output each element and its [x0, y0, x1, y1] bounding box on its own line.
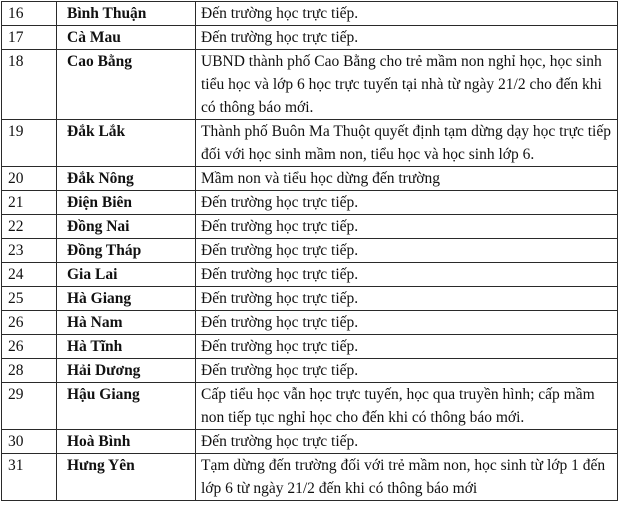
table-row: [2, 215, 618, 239]
school-status-cell: Đến trường học trực tiếp.: [196, 359, 618, 383]
school-status-cell: Thành phố Buôn Ma Thuột quyết định tạm dừng dạy học trực tiếp đối với học sinh mầm non, tiểu học và học sinh lớp 6.: [196, 120, 618, 167]
row-number-cell: 17: [2, 26, 57, 50]
province-name-cell: Hoà Bình: [57, 430, 196, 454]
province-school-status-table: [1, 1, 618, 501]
school-status-cell: Tạm dừng đến trường đối với trẻ mầm non, học sinh từ lớp 1 đến lớp 6 từ ngày 21/2 đến khi có thông báo mới: [196, 454, 618, 501]
row-number-cell: 30: [2, 430, 57, 454]
province-name-cell: Đồng Tháp: [57, 239, 196, 263]
province-name-cell: Hậu Giang: [57, 383, 196, 430]
school-status-cell: UBND thành phố Cao Bằng cho trẻ mầm non nghỉ học, học sinh tiểu học và lớp 6 học trực tuyến tại nhà từ ngày 21/2 cho đến khi có thông báo mới.: [196, 50, 618, 120]
province-name-cell: Gia Lai: [57, 263, 196, 287]
province-name-cell: Đắk Nông: [57, 167, 196, 191]
row-number-cell: 21: [2, 191, 57, 215]
table-row: [2, 454, 618, 501]
table-row: [2, 120, 618, 167]
school-status-cell: Cấp tiểu học vẫn học trực tuyến, học qua truyền hình; cấp mầm non tiếp tục nghỉ học cho đến khi có thông báo mới.: [196, 383, 618, 430]
row-number-cell: 29: [2, 383, 57, 430]
province-name-cell: Cà Mau: [57, 26, 196, 50]
province-name-cell: Bình Thuận: [57, 2, 196, 26]
school-status-cell: Đến trường học trực tiếp.: [196, 311, 618, 335]
province-name-cell: Hà Giang: [57, 287, 196, 311]
table-body: [2, 2, 618, 501]
table-row: [2, 359, 618, 383]
row-number-cell: 20: [2, 167, 57, 191]
row-number-cell: 19: [2, 120, 57, 167]
province-name-cell: Hải Dương: [57, 359, 196, 383]
school-status-cell: Đến trường học trực tiếp.: [196, 430, 618, 454]
school-status-cell: Đến trường học trực tiếp.: [196, 239, 618, 263]
table-row: [2, 383, 618, 430]
table-row: [2, 239, 618, 263]
row-number-cell: 28: [2, 359, 57, 383]
table-row: [2, 430, 618, 454]
school-status-cell: Đến trường học trực tiếp.: [196, 287, 618, 311]
school-status-cell: Đến trường học trực tiếp.: [196, 26, 618, 50]
table-row: [2, 191, 618, 215]
province-name-cell: Điện Biên: [57, 191, 196, 215]
table-row: [2, 287, 618, 311]
table-row: [2, 167, 618, 191]
row-number-cell: 22: [2, 215, 57, 239]
province-name-cell: Hưng Yên: [57, 454, 196, 501]
row-number-cell: 16: [2, 2, 57, 26]
row-number-cell: 23: [2, 239, 57, 263]
row-number-cell: 26: [2, 335, 57, 359]
province-name-cell: Đồng Nai: [57, 215, 196, 239]
school-status-cell: Đến trường học trực tiếp.: [196, 263, 618, 287]
school-status-cell: Đến trường học trực tiếp.: [196, 191, 618, 215]
province-name-cell: Hà Tĩnh: [57, 335, 196, 359]
school-status-cell: Đến trường học trực tiếp.: [196, 215, 618, 239]
table-row: [2, 26, 618, 50]
province-name-cell: Cao Bằng: [57, 50, 196, 120]
province-name-cell: Hà Nam: [57, 311, 196, 335]
row-number-cell: 31: [2, 454, 57, 501]
row-number-cell: 25: [2, 287, 57, 311]
row-number-cell: 18: [2, 50, 57, 120]
table-row: [2, 311, 618, 335]
row-number-cell: 24: [2, 263, 57, 287]
school-status-cell: Đến trường học trực tiếp.: [196, 2, 618, 26]
table-row: [2, 335, 618, 359]
table-row: [2, 2, 618, 26]
table-row: [2, 263, 618, 287]
province-name-cell: Đắk Lắk: [57, 120, 196, 167]
school-status-cell: Đến trường học trực tiếp.: [196, 335, 618, 359]
row-number-cell: 26: [2, 311, 57, 335]
school-status-cell: Mầm non và tiểu học dừng đến trường: [196, 167, 618, 191]
table-row: [2, 50, 618, 120]
